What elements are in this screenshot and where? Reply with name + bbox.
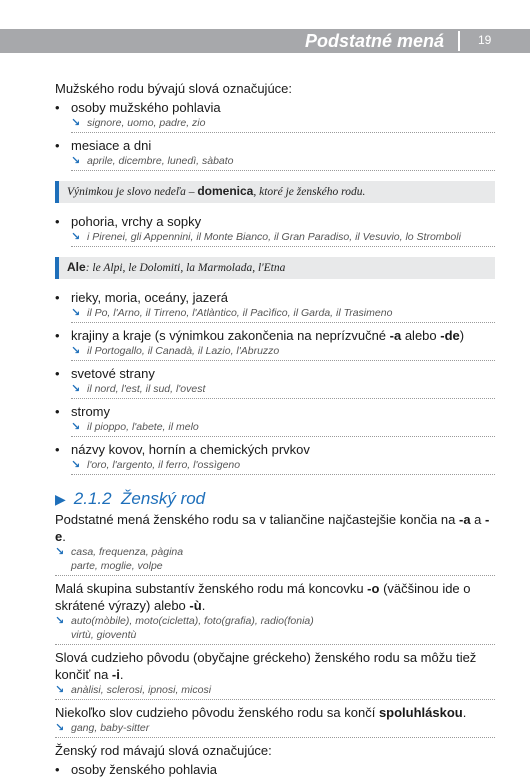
arrow-icon: ↘	[71, 459, 81, 471]
example-text: il nord, l'est, il sud, l'ovest	[87, 383, 206, 395]
header-divider	[458, 31, 460, 51]
masc-item-persons	[55, 99, 495, 133]
example-text: gang, baby-sitter	[71, 722, 150, 734]
example-text: aprile, dicembre, lunedì, sàbato	[87, 155, 234, 167]
bullet-dot: •	[55, 404, 60, 419]
masc-item-metals	[55, 441, 495, 475]
example-text: casa, frequenza, pàgina	[71, 546, 184, 558]
fem-para-endings: Podstatné mená ženského rodu sa v taliančine najčastejšie končia na -a a -e. ↘ casa, frequenza, pàgina parte, moglie, volpe	[55, 511, 495, 576]
bullet-dot: •	[55, 290, 60, 305]
masc-item-mountains	[55, 213, 495, 247]
example-text: il Po, l'Arno, il Tirreno, l'Atlàntico, il Pacìfico, il Garda, il Trasimeno	[87, 307, 393, 319]
note-but-alpi: Ale: le Alpi, le Dolomiti, la Marmolada, l'Etna	[55, 257, 495, 279]
note-bold-word: domenica	[197, 184, 254, 198]
bullet-dot: •	[55, 328, 60, 343]
bullet-dot: •	[55, 214, 60, 229]
item-label: mesiace a dni	[71, 138, 152, 153]
example-text: virtù, gioventù	[71, 629, 137, 641]
item-label: osoby ženského pohlavia	[71, 762, 217, 777]
item-label: stromy	[71, 404, 110, 419]
fem-item-persons	[55, 761, 495, 778]
arrow-icon: ↘	[71, 383, 81, 395]
item-label: pohoria, vrchy a sopky	[71, 214, 202, 229]
fem-para-o-u: Malá skupina substantív ženského rodu má koncovku -o (väčšinou ide o skrátené výrazy) alebo -ù. ↘ auto(mòbile), moto(cicletta), foto(grafia), radio(fonia) virtù, gioventù	[55, 580, 495, 645]
bullet-dot: •	[55, 138, 60, 153]
masc-item-months	[55, 137, 495, 171]
fem-intro: Ženský rod mávajú slová označujúce:	[55, 743, 272, 758]
bullet-dot: •	[55, 366, 60, 381]
example-text: i Pirenei, gli Appennini, il Monte Bianco, il Gran Paradiso, il Vesuvio, lo Stromboli	[87, 231, 461, 243]
arrow-icon: ↘	[71, 155, 81, 167]
arrow-icon: ↘	[71, 345, 81, 357]
page-content	[55, 80, 495, 778]
page-header	[0, 29, 530, 53]
note-bold-word: Ale	[67, 260, 86, 274]
item-label: svetové strany	[71, 366, 155, 381]
arrow-icon: ↘	[71, 307, 81, 319]
masc-item-countries: • krajiny a kraje (s výnimkou zakončenia na neprízvučné -a alebo -de) ↘ il Portogallo, il Canadà, il Lazio, l'Abruzzo	[55, 327, 495, 361]
section-heading	[55, 489, 495, 509]
example-text: il pioppo, l'abete, il melo	[87, 421, 199, 433]
arrow-icon: ↘	[55, 722, 65, 734]
arrow-icon: ↘	[71, 421, 81, 433]
masc-item-directions	[55, 365, 495, 399]
arrow-icon: ↘	[55, 684, 65, 696]
arrow-icon: ↘	[55, 615, 65, 627]
example-text: auto(mòbile), moto(cicletta), foto(grafia), radio(fonia)	[71, 615, 314, 627]
arrow-icon: ↘	[71, 231, 81, 243]
section-title: Ženský rod	[121, 489, 206, 508]
note-exception-domenica: Výnimkou je slovo nedeľa – domenica, ktoré je ženského rodu.	[55, 181, 495, 203]
bullet-dot: •	[55, 442, 60, 457]
bullet-dot: •	[55, 762, 60, 777]
bullet-dot: •	[55, 100, 60, 115]
masc-item-rivers	[55, 289, 495, 323]
item-label: osoby mužského pohlavia	[71, 100, 221, 115]
section-number: 2.1.2	[73, 489, 112, 508]
item-label: rieky, moria, oceány, jazerá	[71, 290, 229, 305]
triangle-icon: ▶	[55, 491, 66, 507]
example-text: signore, uomo, padre, zio	[87, 117, 206, 129]
arrow-icon: ↘	[55, 546, 65, 558]
example-text: anàlisi, sclerosi, ipnosi, micosi	[71, 684, 212, 696]
example-text: parte, moglie, volpe	[71, 560, 163, 572]
chapter-title: Podstatné mená	[304, 31, 444, 51]
masc-intro: Mužského rodu bývajú slová označujúce:	[55, 81, 293, 96]
page-number: 19	[478, 33, 492, 47]
fem-para-greek: Slová cudzieho pôvodu (obyčajne gréckeho) ženského rodu sa môžu tiež končiť na -i. ↘ anàlisi, sclerosi, ipnosi, micosi	[55, 649, 495, 700]
item-label: názvy kovov, hornín a chemických prvkov	[71, 442, 310, 457]
arrow-icon: ↘	[71, 117, 81, 129]
masc-item-trees	[55, 403, 495, 437]
fem-para-consonant: Niekoľko slov cudzieho pôvodu ženského rodu sa končí spoluhláskou. ↘ gang, baby-sitter	[55, 704, 495, 738]
example-text: l'oro, l'argento, il ferro, l'ossìgeno	[87, 459, 241, 471]
example-text: il Portogallo, il Canadà, il Lazio, l'Abruzzo	[87, 345, 280, 357]
